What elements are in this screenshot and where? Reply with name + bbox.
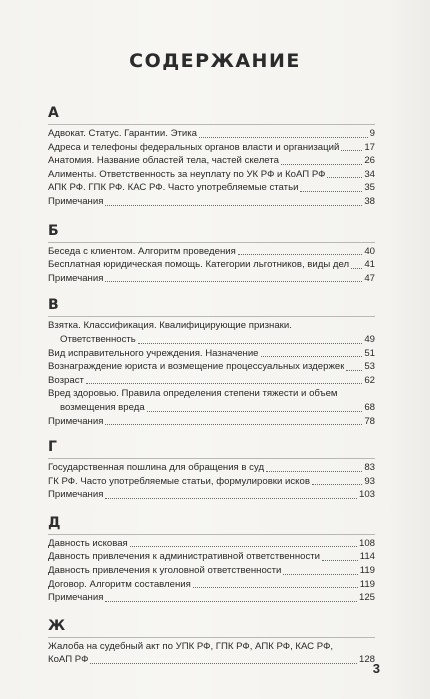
section-gap <box>48 428 375 438</box>
section-gap <box>48 605 375 617</box>
section-gap <box>48 285 375 296</box>
toc-entry <box>48 415 375 429</box>
section-divider <box>48 242 375 243</box>
toc-entry <box>48 537 375 551</box>
table-of-contents <box>48 104 375 667</box>
toc-section-g <box>48 438 375 502</box>
entry-page: 119 <box>359 578 375 590</box>
entry-title: Давность привлечения к уголовной ответственности <box>48 565 282 577</box>
leader-dots <box>86 383 362 384</box>
entry-page: 78 <box>364 415 375 427</box>
toc-section-a <box>48 104 375 209</box>
entry-title-continued: Ответственность <box>60 333 136 345</box>
entry-page: 62 <box>364 374 375 386</box>
leader-dots <box>238 254 363 255</box>
entry-page: 108 <box>358 537 375 549</box>
toc-entry <box>48 475 375 489</box>
page-shade <box>390 0 430 699</box>
entry-page: 17 <box>364 141 375 153</box>
toc-entry <box>48 181 375 195</box>
entry-title: Вид исправительного учреждения. Назначение <box>48 347 259 359</box>
leader-dots <box>351 268 362 269</box>
entry-title: ГК РФ. Часто употребляемые статьи, формулировки исков <box>48 475 310 487</box>
leader-dots <box>193 587 358 588</box>
toc-entry <box>48 245 375 259</box>
entry-title: Возраст <box>48 374 84 386</box>
entry-title: Анатомия. Название областей тела, частей скелета <box>48 155 279 167</box>
section-divider <box>48 316 375 317</box>
entry-title-continued: возмещения вреда <box>60 401 145 413</box>
entry-page: 49 <box>364 333 375 345</box>
entry-title: Государственная пошлина для обращения в суд <box>48 462 265 474</box>
entry-page: 51 <box>364 347 375 359</box>
entry-title-line: Вред здоровью. Правила определения степени тяжести и объем <box>48 388 338 400</box>
entry-title: Примечания <box>48 489 104 501</box>
entry-page: 119 <box>359 565 375 577</box>
entry-page: 38 <box>364 195 375 207</box>
leader-dots <box>281 164 362 165</box>
section-gap <box>48 209 375 222</box>
toc-entry <box>48 360 375 374</box>
leader-dots <box>199 137 368 138</box>
leader-dots <box>327 177 362 178</box>
entry-title: Беседа с клиентом. Алгоритм проведения <box>48 245 236 257</box>
toc-entry <box>48 461 375 475</box>
toc-entry <box>48 591 375 605</box>
entry-title-line: Взятка. Классификация. Квалифицирующие признаки. <box>48 320 292 332</box>
toc-entry <box>48 141 375 155</box>
toc-entry <box>48 578 375 592</box>
entry-page: 47 <box>364 272 375 284</box>
toc-section-v <box>48 296 375 428</box>
toc-section-zh <box>48 617 375 667</box>
entry-page: 128 <box>358 654 375 666</box>
entry-title: Примечания <box>48 592 104 604</box>
entry-page: 93 <box>364 475 375 487</box>
entry-title: Бесплатная юридическая помощь. Категории льготников, виды дел <box>48 259 350 271</box>
entry-title: Примечания <box>48 415 104 427</box>
toc-entry <box>48 195 375 209</box>
leader-dots <box>322 560 358 561</box>
leader-dots <box>261 356 363 357</box>
leader-dots <box>105 281 362 282</box>
toc-entry <box>48 168 375 182</box>
section-divider <box>48 534 375 535</box>
entry-title: Примечания <box>48 272 104 284</box>
toc-entry <box>48 653 375 667</box>
leader-dots <box>138 343 363 344</box>
entry-title: Адреса и телефоны федеральных органов власти и организаций <box>48 141 340 153</box>
entry-page: 83 <box>364 462 375 474</box>
entry-title-line: Жалоба на судебный акт по УПК РФ, ГПК РФ, АПК РФ, КАС РФ, <box>48 640 334 652</box>
entry-title: Адвокат. Статус. Гарантии. Этика <box>48 128 197 139</box>
section-letter: А <box>48 105 59 121</box>
entry-title: Вознаграждение юриста и возмещение процессуальных издержек <box>48 361 345 373</box>
section-divider <box>48 637 375 638</box>
entry-title: Договор. Алгоритм составления <box>48 578 191 590</box>
section-gap <box>48 502 375 514</box>
section-divider <box>48 124 375 125</box>
entry-title: АПК РФ. ГПК РФ. КАС РФ. Часто употребляемые статьи <box>48 182 299 194</box>
section-divider <box>48 458 375 459</box>
toc-entry <box>48 374 375 388</box>
section-letter: Б <box>48 222 59 239</box>
toc-entry <box>48 154 375 168</box>
toc-entry <box>48 401 375 415</box>
entry-page: 9 <box>369 128 375 139</box>
toc-entry <box>48 333 375 347</box>
entry-page: 68 <box>364 401 375 413</box>
entry-page: 103 <box>358 489 375 501</box>
toc-entry <box>48 347 375 361</box>
entry-page: 26 <box>364 155 375 167</box>
toc-entry <box>48 258 375 272</box>
leader-dots <box>105 424 362 425</box>
entry-page: 114 <box>359 551 375 563</box>
entry-title: Давность исковая <box>48 537 128 549</box>
leader-dots <box>90 663 357 664</box>
toc-entry <box>48 564 375 578</box>
toc-section-d <box>48 514 375 605</box>
page-title: СОДЕРЖАНИЕ <box>129 50 301 72</box>
section-letter: Ж <box>48 617 66 634</box>
toc-entry <box>48 127 375 141</box>
entry-title: Алименты. Ответственность за неуплату по УК РФ и КоАП РФ <box>48 168 326 180</box>
leader-dots <box>312 484 362 485</box>
entry-title-continued: КоАП РФ <box>48 654 89 666</box>
toc-entry <box>48 488 375 502</box>
entry-page: 35 <box>364 182 375 194</box>
toc-entry <box>48 550 375 564</box>
leader-dots <box>300 191 362 192</box>
entry-title: Примечания <box>48 195 104 207</box>
toc-section-b <box>48 222 375 286</box>
leader-dots <box>283 574 357 575</box>
entry-page: 41 <box>364 259 375 271</box>
leader-dots <box>266 471 362 472</box>
leader-dots <box>346 370 362 371</box>
leader-dots <box>105 498 357 499</box>
leader-dots <box>147 411 363 412</box>
entry-page: 125 <box>358 592 375 604</box>
toc-entry <box>48 272 375 286</box>
entry-title: Давность привлечения к административной ответственности <box>48 551 321 563</box>
page-number: 3 <box>372 661 380 676</box>
entry-page: 40 <box>364 245 375 257</box>
leader-dots <box>130 546 357 547</box>
entry-page: 53 <box>364 361 375 373</box>
entry-page: 34 <box>364 168 375 180</box>
section-letter: В <box>48 297 59 314</box>
section-letter: Г <box>48 439 57 456</box>
leader-dots <box>105 601 357 602</box>
section-letter: Д <box>48 514 61 531</box>
leader-dots <box>341 150 362 151</box>
leader-dots <box>105 205 362 206</box>
